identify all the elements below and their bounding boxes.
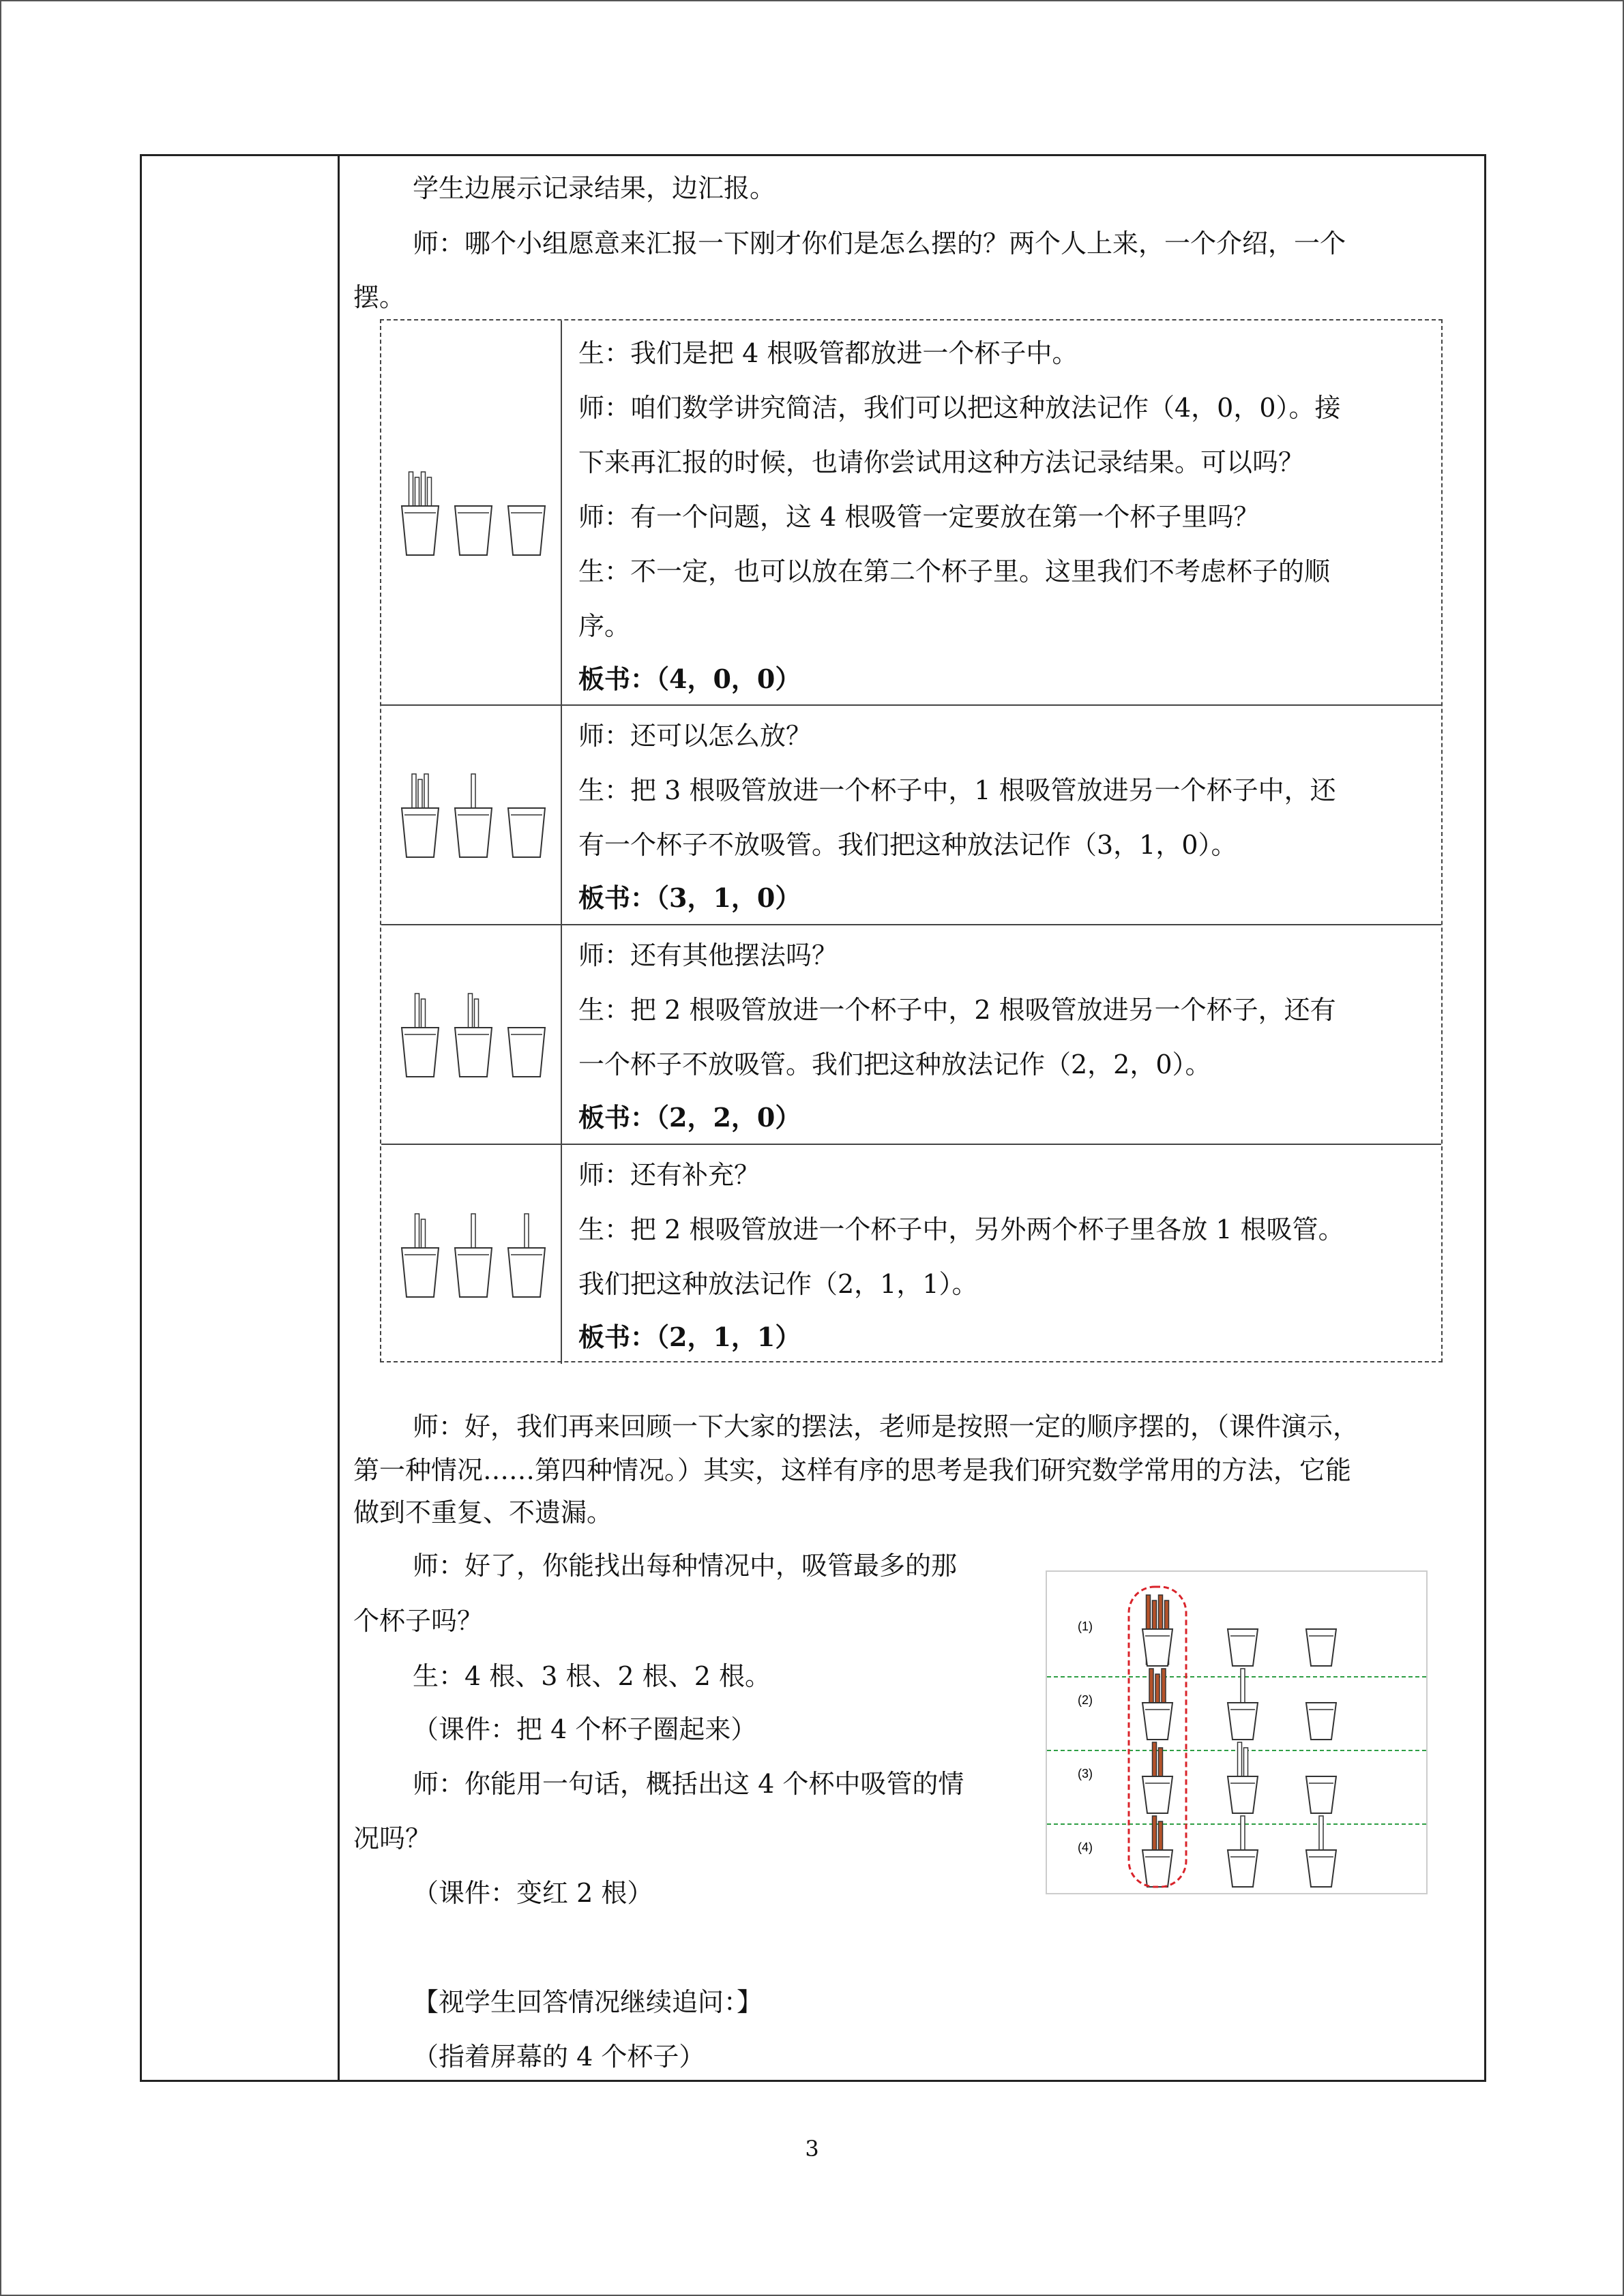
- cup-with-2-straws: [455, 994, 492, 1077]
- cup-with-2-straws: [402, 994, 439, 1077]
- cups-4-0-0-icon: [395, 458, 552, 567]
- cup-with-1-straws: [508, 1214, 545, 1297]
- cup-with-3-straws: [402, 774, 439, 857]
- arrangement-row-3: [381, 924, 1441, 1144]
- board-note: 板书：（4，0，0）: [578, 664, 801, 694]
- cup-icon: [402, 1248, 439, 1297]
- cup-with-1-straws: [455, 1214, 492, 1297]
- dialogue-line: 师：有一个问题，这 4 根吸管一定要放在第一个杯子里吗？: [578, 502, 1260, 532]
- dialogue-line: 下来再汇报的时候，也请你尝试用这种方法记录结果。可以吗？: [578, 447, 1305, 477]
- cup-with-0-straws: [1228, 1629, 1258, 1666]
- cup-with-0-straws: [1306, 1776, 1336, 1813]
- cup-icon: [1142, 1703, 1172, 1740]
- dialogue-line: 生：不一定，也可以放在第二个杯子里。这里我们不考虑杯子的顺: [578, 556, 1331, 586]
- cup-icon: [1142, 1850, 1172, 1887]
- cup-with-3-straws: [1142, 1669, 1172, 1740]
- followup-line-1: 【视学生回答情况继续追问：】: [413, 1987, 763, 2017]
- table-left-column: [142, 156, 340, 2080]
- dialogue-line: 我们把这种放法记作（2，1，1）。: [578, 1269, 978, 1299]
- question-line-7: （课件：变红 2 根）: [413, 1878, 653, 1908]
- cups-3-1-0-icon: [395, 760, 552, 869]
- cup-icon: [402, 1028, 439, 1077]
- cups-illustration-cell: [381, 706, 562, 924]
- courseware-figure: [1046, 1570, 1428, 1894]
- cup-with-1-straws: [455, 774, 492, 857]
- cup-with-0-straws: [508, 808, 545, 857]
- cup-icon: [1228, 1629, 1258, 1666]
- cup-with-2-straws: [1228, 1742, 1258, 1813]
- dialogue-line: 生：把 2 根吸管放进一个杯子中，2 根吸管放进另一个杯子，还有: [578, 995, 1336, 1025]
- cup-with-4-straws: [1142, 1595, 1172, 1666]
- cup-with-1-straws: [1306, 1816, 1336, 1887]
- board-note: 板书：（2，1，1）: [578, 1322, 801, 1352]
- cup-icon: [455, 506, 492, 555]
- arrangement-row-2: [381, 704, 1441, 924]
- intro-line-3: 摆。: [353, 282, 406, 312]
- straws-in-cups-diagram: [1047, 1572, 1426, 1893]
- question-line-1: 师：好了，你能找出每种情况中，吸管最多的那: [413, 1551, 958, 1581]
- cup-icon: [1306, 1703, 1336, 1740]
- cup-icon: [1142, 1776, 1172, 1813]
- dialogue-line: 有一个杯子不放吸管。我们把这种放法记作（3，1，0）。: [578, 830, 1237, 860]
- cup-with-0-straws: [455, 506, 492, 555]
- cup-with-0-straws: [1306, 1703, 1336, 1740]
- cup-icon: [402, 506, 439, 555]
- review-line-1: 师：好，我们再来回顾一下大家的摆法，老师是按照一定的顺序摆的，（课件演示，: [413, 1412, 1359, 1442]
- cups-illustration-cell: [381, 925, 562, 1144]
- dialogue-cell: [562, 925, 1441, 1144]
- cup-with-1-straws: [1228, 1669, 1258, 1740]
- cup-icon: [1306, 1776, 1336, 1813]
- cup-with-0-straws: [1306, 1629, 1336, 1666]
- dialogue-cell: [562, 320, 1441, 704]
- cup-icon: [508, 506, 545, 555]
- question-line-5: 师：你能用一句话，概括出这 4 个杯中吸管的情: [413, 1769, 964, 1799]
- question-line-3: 生：4 根、3 根、2 根、2 根。: [413, 1661, 771, 1691]
- cup-with-2-straws: [1142, 1816, 1172, 1887]
- arrangement-row-4: [381, 1144, 1441, 1364]
- cup-icon: [508, 1248, 545, 1297]
- cups-illustration-cell: [381, 320, 562, 704]
- cup-icon: [455, 808, 492, 857]
- cups-2-1-1-icon: [395, 1200, 552, 1309]
- cup-with-2-straws: [1142, 1742, 1172, 1813]
- cup-with-4-straws: [402, 472, 439, 555]
- dialogue-cell: [562, 706, 1441, 924]
- intro-line-1: 学生边展示记录结果，边汇报。: [413, 173, 776, 203]
- cup-icon: [508, 1028, 545, 1077]
- dialogue-line: 生：把 2 根吸管放进一个杯子中，另外两个杯子里各放 1 根吸管。: [578, 1214, 1344, 1244]
- cup-icon: [1142, 1629, 1172, 1666]
- case-label: (1): [1078, 1620, 1093, 1633]
- cup-icon: [1228, 1850, 1258, 1887]
- case-label: (4): [1078, 1840, 1093, 1854]
- cup-with-2-straws: [402, 1214, 439, 1297]
- cups-2-2-0-icon: [395, 980, 552, 1089]
- cup-icon: [402, 808, 439, 857]
- dialogue-line: 一个杯子不放吸管。我们把这种放法记作（2，2，0）。: [578, 1049, 1211, 1079]
- cup-icon: [508, 808, 545, 857]
- intro-line-2: 师：哪个小组愿意来汇报一下刚才你们是怎么摆的？两个人上来，一个介绍，一个: [413, 228, 1346, 258]
- case-label: (2): [1078, 1693, 1093, 1707]
- question-line-4: （课件：把 4 个杯子圈起来）: [413, 1714, 757, 1744]
- dialogue-line: 序。: [578, 611, 631, 641]
- cups-illustration-cell: [381, 1145, 562, 1364]
- question-line-6: 况吗？: [353, 1823, 432, 1853]
- case-label: (3): [1078, 1767, 1093, 1780]
- cup-icon: [1306, 1850, 1336, 1887]
- dialogue-line: 生：我们是把 4 根吸管都放进一个杯子中。: [578, 338, 1078, 368]
- cup-icon: [1228, 1703, 1258, 1740]
- review-line-3: 做到不重复、不遗漏。: [353, 1497, 613, 1527]
- followup-line-2: （指着屏幕的 4 个杯子）: [413, 2042, 705, 2072]
- review-line-2: 第一种情况……第四种情况。）其实，这样有序的思考是我们研究数学常用的方法，它能: [353, 1455, 1352, 1485]
- dialogue-line: 师：还有补充？: [578, 1160, 761, 1190]
- board-note: 板书：（3，1，0）: [578, 882, 801, 913]
- dialogue-line: 师：还有其他摆法吗？: [578, 940, 838, 970]
- cup-icon: [455, 1028, 492, 1077]
- cup-icon: [455, 1248, 492, 1297]
- cup-with-0-straws: [508, 1028, 545, 1077]
- cup-icon: [1306, 1629, 1336, 1666]
- cup-with-0-straws: [508, 506, 545, 555]
- dialogue-cell: [562, 1145, 1441, 1364]
- dialogue-line: 师：咱们数学讲究简洁，我们可以把这种放法记作（4，0，0）。接: [578, 393, 1341, 423]
- page-number: 3: [805, 2136, 819, 2162]
- cup-with-1-straws: [1228, 1816, 1258, 1887]
- cup-icon: [1228, 1776, 1258, 1813]
- question-line-2: 个杯子吗？: [353, 1606, 484, 1636]
- dialogue-line: 师：还可以怎么放？: [578, 721, 812, 751]
- dialogue-line: 生：把 3 根吸管放进一个杯子中，1 根吸管放进另一个杯子中，还: [578, 775, 1336, 805]
- board-note: 板书：（2，2，0）: [578, 1102, 801, 1133]
- arrangement-table: [380, 319, 1443, 1362]
- arrangement-row-1: [381, 320, 1441, 704]
